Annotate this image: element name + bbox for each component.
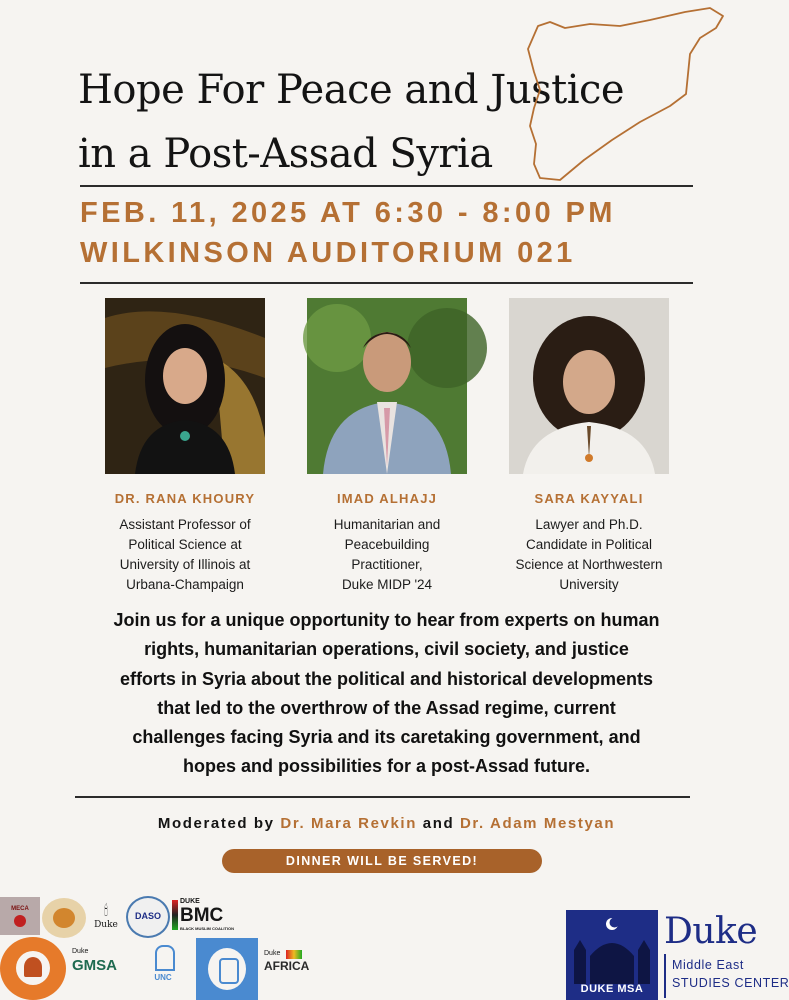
duke-msa-label: DUKE MSA (580, 983, 644, 995)
speaker-role: Humanitarian and Peacebuilding Practitioner, Duke MIDP '24 (333, 517, 441, 592)
mesc-line-1: Middle East (672, 958, 744, 972)
moderators-line (60, 815, 713, 832)
speaker-card-rana-khoury (94, 298, 276, 595)
divider-after-event-info (80, 282, 693, 284)
syria-map-outline-icon (520, 4, 728, 184)
event-datetime: FEB. 11, 2025 AT 6:30 - 8:00 PM (80, 197, 616, 229)
divider-before-moderators (75, 796, 690, 798)
title-line-2: in a Post-Assad Syria (78, 131, 493, 177)
speaker-card-imad-alhajj (296, 298, 478, 595)
crest-logo (196, 938, 258, 1000)
duke-wordmark: Duke (664, 911, 758, 952)
speaker-role: Assistant Professor of Political Science at University of Illinois at Urbana-Champaign (119, 517, 251, 592)
speaker-photo (509, 298, 669, 474)
speaker-photo (307, 298, 467, 474)
butterfly-logo (0, 937, 66, 1000)
event-description: Join us for a unique opportunity to hear from experts on human rights, humanitarian operations, civil society, and justice efforts in Syria about the political and historical developments that led to the overthrow of the Assad regime, current challenges facing Syria and its caretaking government, and hopes and possibilities for a post-Assad future. (113, 610, 660, 777)
speaker-name: DR. RANA KHOURY (114, 491, 256, 506)
duke-small-logo: 🕯 Duke (94, 902, 118, 930)
speaker-photo (105, 298, 265, 474)
unc-logo: UNC (146, 941, 180, 997)
mesc-line-2: STUDIES CENTER (672, 976, 789, 990)
speaker-name: SARA KAYYALI (534, 491, 644, 506)
moderator-joiner: and (422, 815, 455, 832)
bmc-logo: DUKE BMC BLACK MUSLIM COALITION (172, 898, 240, 934)
speaker-name: IMAD ALHAJJ (336, 491, 438, 506)
moderated-by-label: Moderated by (157, 815, 275, 832)
meca-logo: MECA (0, 897, 40, 935)
moderator-name: Dr. Mara Revkin (280, 815, 417, 832)
duke-msa-logo (566, 910, 658, 1000)
speaker-role: Lawyer and Ph.D. Candidate in Political Science at Northwestern University (515, 517, 663, 592)
duke-middle-east-studies-center-logo (664, 911, 789, 1000)
mosque-icon (566, 910, 658, 984)
tiger-emblem-logo (42, 898, 86, 938)
divider-top (80, 185, 693, 187)
speaker-card-sara-kayyali (498, 298, 680, 595)
daso-logo: DASO (126, 896, 170, 938)
moderator-name: Dr. Adam Mestyan (460, 815, 616, 832)
duke-africa-logo: Duke AFRICA (264, 950, 310, 973)
dinner-badge: DINNER WILL BE SERVED! (222, 849, 542, 873)
title-line-1: Hope For Peace and Justice (78, 67, 625, 113)
event-venue: WILKINSON AUDITORIUM 021 (80, 237, 576, 269)
gmsa-logo: Duke GMSA (72, 948, 117, 974)
